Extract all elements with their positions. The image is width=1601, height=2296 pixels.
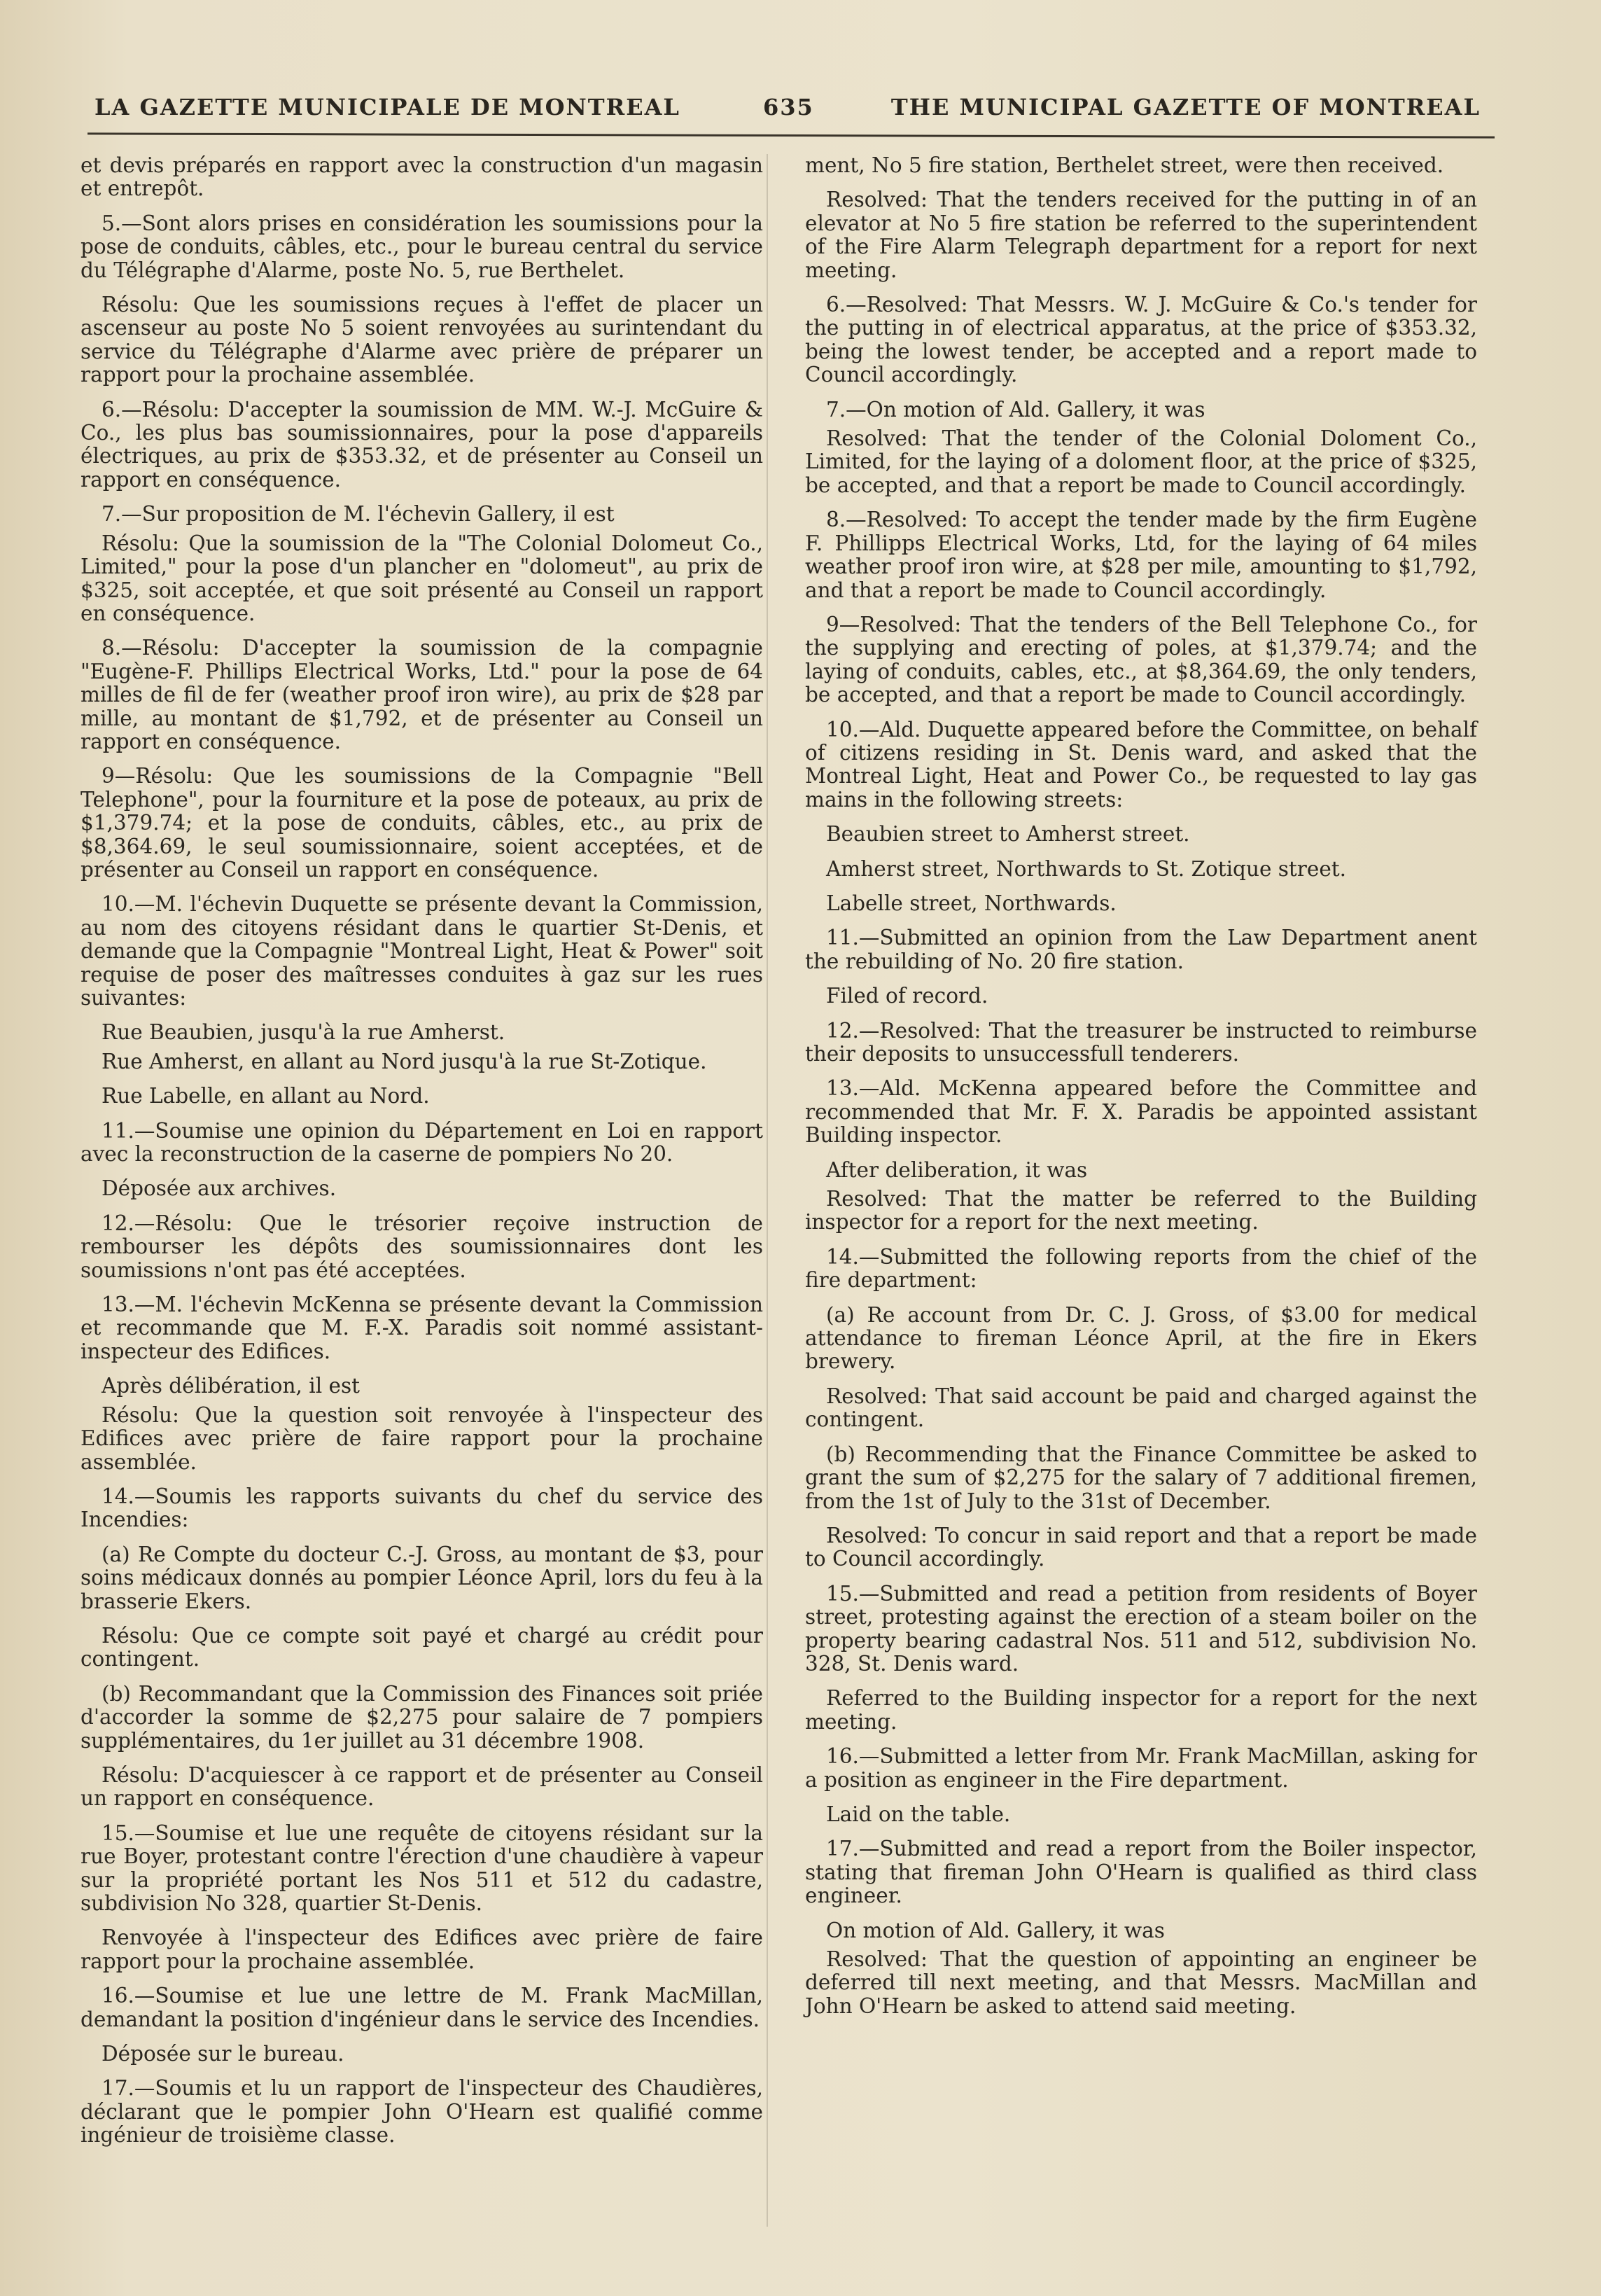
fr-paragraph: 15.—Soumise et lue une requête de citoyens résidant sur la rue Boyer, protestant contre l'érection d'une chaudière à vapeur sur la propriété portant les Nos 511 et 512 du cadastre, subdivision No 328, quartier St-Denis. <box>81 1821 763 1915</box>
en-paragraph: Laid on the table. <box>826 1802 1011 1826</box>
header-english-title: THE MUNICIPAL GAZETTE OF MONTREAL <box>890 94 1481 120</box>
en-paragraph: 6.—Resolved: That Messrs. W. J. McGuire & Co.'s tender for the putting in of electrical apparatus, at the price of $353.32, being the lowest tender, be accepted and a report made to Council accordingly. <box>805 293 1477 387</box>
fr-paragraph: 12.—Résolu: Que le trésorier reçoive instruction de rembourser les dépôts des soumissionnaires dont les soumissions n'ont pas été acceptées. <box>81 1211 763 1282</box>
fr-paragraph: Rue Labelle, en allant au Nord. <box>102 1084 430 1108</box>
en-paragraph: 8.—Resolved: To accept the tender made by the firm Eugène F. Phillipps Electrical Works, Ltd, for the laying of 64 miles weather proof iron wire, at $28 per mile, amounting to $1,792, and that a report be made to Council accordingly. <box>805 508 1477 602</box>
en-paragraph: On motion of Ald. Gallery, it was <box>826 1918 1165 1942</box>
en-paragraph: (b) Recommending that the Finance Committee be asked to grant the sum of $2,275 for the salary of 7 additional firemen, from the 1st of July to the 31st of December. <box>805 1442 1477 1513</box>
fr-paragraph: 11.—Soumise une opinion du Département en Loi en rapport avec la reconstruction de la caserne de pompiers No 20. <box>81 1118 763 1167</box>
fr-paragraph: Résolu: Que ce compte soit payé et chargé au crédit pour contingent. <box>81 1623 763 1671</box>
fr-paragraph: Déposée sur le bureau. <box>102 2042 344 2066</box>
fr-paragraph: Renvoyée à l'inspecteur des Edifices avec prière de faire rapport pour la prochaine assemblée. <box>81 1926 763 1973</box>
fr-paragraph: Déposée aux archives. <box>102 1176 337 1201</box>
page-header <box>88 91 1495 133</box>
page-number: 635 <box>763 94 814 120</box>
fr-paragraph: (a) Re Compte du docteur C.-J. Gross, au montant de $3, pour soins médicaux donnés au pompier Léonce April, lors du feu à la brasserie Ekers. <box>81 1542 763 1613</box>
fr-paragraph: 13.—M. l'échevin McKenna se présente devant la Commission et recommande que M. F.-X. Paradis soit nommé assistant-inspecteur des Edifices. <box>81 1293 763 1363</box>
fr-paragraph: 14.—Soumis les rapports suivants du chef du service des Incendies: <box>81 1484 763 1532</box>
en-paragraph: Resolved: That the tenders received for the putting in of an elevator at No 5 fire station be referred to the superintendent of the Fire Alarm Telegraph department for a report for next meeting. <box>805 188 1477 282</box>
en-paragraph: Filed of record. <box>826 984 988 1008</box>
fr-paragraph: Rue Beaubien, jusqu'à la rue Amherst. <box>102 1020 505 1045</box>
en-paragraph: 12.—Resolved: That the treasurer be instructed to reimburse their deposits to unsuccessfull tenderers. <box>805 1018 1477 1066</box>
english-column <box>805 154 1477 2029</box>
fr-paragraph: 16.—Soumise et lue une lettre de M. Frank MacMillan, demandant la position d'ingénieur dans le service des Incendies. <box>81 1984 763 2031</box>
en-paragraph: 11.—Submitted an opinion from the Law Department anent the rebuilding of No. 20 fire station. <box>805 926 1477 973</box>
fr-paragraph: 10.—M. l'échevin Duquette se présente devant la Commission, au nom des citoyens résidant dans le quartier St-Denis, et demande que la Compagnie "Montreal Light, Heat & Power" soit requise de poser des maîtresses conduites à gaz sur les rues suivantes: <box>81 892 763 1010</box>
header-french-title: LA GAZETTE MUNICIPALE DE MONTREAL <box>95 94 680 120</box>
en-paragraph: 14.—Submitted the following reports from the chief of the fire department: <box>805 1244 1477 1293</box>
fr-paragraph: 7.—Sur proposition de M. l'échevin Gallery, il est <box>102 502 615 527</box>
fr-paragraph: Rue Amherst, en allant au Nord jusqu'à la rue St-Zotique. <box>102 1049 707 1073</box>
en-paragraph: After deliberation, it was <box>826 1157 1088 1182</box>
en-paragraph: (a) Re account from Dr. C. J. Gross, of $3.00 for medical attendance to fireman Léonce April, at the fire in Ekers brewery. <box>805 1302 1477 1374</box>
fr-paragraph: Après délibération, il est <box>102 1374 361 1398</box>
en-paragraph: 9—Resolved: That the tenders of the Bell Telephone Co., for the supplying and erecting of poles, at $1,379.74; and the laying of conduits, cables, etc., at $8,364.69, the only tenders, be accepted, and that a report be made to Council accordingly. <box>805 612 1477 707</box>
fr-paragraph: 5.—Sont alors prises en considération les soumissions pour la pose de conduits, câbles, etc., pour le bureau central du service du Télégraphe d'Alarme, poste No. 5, rue Berthelet. <box>81 211 763 282</box>
en-paragraph: Amherst street, Northwards to St. Zotique street. <box>826 856 1347 881</box>
en-paragraph: Referred to the Building inspector for a report for the next meeting. <box>805 1686 1477 1734</box>
en-paragraph: 16.—Submitted a letter from Mr. Frank MacMillan, asking for a position as engineer in the Fire department. <box>805 1744 1477 1792</box>
en-paragraph: 7.—On motion of Ald. Gallery, it was <box>826 397 1205 422</box>
en-paragraph: Labelle street, Northwards. <box>826 891 1117 915</box>
en-paragraph: 13.—Ald. McKenna appeared before the Committee and recommended that Mr. F. X. Paradis be appointed assistant Building inspector. <box>805 1076 1477 1148</box>
fr-paragraph: Résolu: Que les soumissions reçues à l'effet de placer un ascenseur au poste No 5 soient renvoyées au surintendant du service du Télégraphe d'Alarme avec prière de préparer un rapport pour la prochaine assemblée. <box>81 293 763 387</box>
fr-paragraph: Résolu: D'acquiescer à ce rapport et de présenter au Conseil un rapport en conséquence. <box>81 1762 763 1811</box>
en-paragraph: Resolved: That said account be paid and charged against the contingent. <box>805 1384 1477 1432</box>
fr-paragraph: Résolu: Que la question soit renvoyée à l'inspecteur des Edifices avec prière de faire rapport pour la prochaine assemblée. <box>81 1403 763 1474</box>
column-gutter <box>767 154 768 2227</box>
en-paragraph: Resolved: That the question of appointing an engineer be deferred till next meeting, and that Messrs. MacMillan and John O'Hearn be asked to attend said meeting. <box>805 1947 1477 2018</box>
fr-paragraph: (b) Recommandant que la Commission des Finances soit priée d'accorder la somme de $2,275 pour salaire de 7 pompiers supplémentaires, du 1er juillet au 31 décembre 1908. <box>81 1681 763 1753</box>
en-paragraph: ment, No 5 fire station, Berthelet street, were then received. <box>805 153 1444 177</box>
fr-paragraph: 9—Résolu: Que les soumissions de la Compagnie "Bell Telephone", pour la fourniture et la pose de poteaux, au prix de $1,379.74; et la pose de conduits, câbles, etc., au prix de $8,364.69, le seul soumissionnaire, soient acceptées, et de présenter au Conseil un rapport en conséquence. <box>81 764 763 882</box>
fr-paragraph: 8.—Résolu: D'accepter la soumission de la compagnie "Eugène-F. Phillips Electrical Works, Ltd." pour la pose de 64 milles de fil de fer (weather proof iron wire), au prix de $28 par mille, au montant de $1,792, et de présenter au Conseil un rapport en conséquence. <box>81 636 763 753</box>
fr-paragraph: 6.—Résolu: D'accepter la soumission de MM. W.-J. McGuire & Co., les plus bas soumissionnaires, pour la pose d'appareils électriques, au prix de $353.32, et de présenter au Conseil un rapport en conséquence. <box>81 397 763 492</box>
fr-paragraph: et devis préparés en rapport avec la construction d'un magasin et entrepôt. <box>81 153 763 201</box>
en-paragraph: 10.—Ald. Duquette appeared before the Committee, on behalf of citizens residing in St. Denis ward, and asked that the Montreal Light, Heat and Power Co., be requested to lay gas mains in the following streets: <box>805 717 1477 812</box>
en-paragraph: 17.—Submitted and read a report from the Boiler inspector, stating that fireman John O'Hearn is qualified as third class engineer. <box>805 1837 1477 1908</box>
en-paragraph: 15.—Submitted and read a petition from residents of Boyer street, protesting against the erection of a steam boiler on the property bearing cadastral Nos. 511 and 512, subdivision No. 328, St. Denis ward. <box>805 1581 1477 1676</box>
en-paragraph: Resolved: To concur in said report and that a report be made to Council accordingly. <box>805 1523 1477 1571</box>
en-paragraph: Beaubien street to Amherst street. <box>826 822 1190 847</box>
en-paragraph: Resolved: That the tender of the Colonial Doloment Co., Limited, for the laying of a doloment floor, at the price of $325, be accepted, and that a report be made to Council accordingly. <box>805 426 1477 497</box>
fr-paragraph: Résolu: Que la soumission de la "The Colonial Dolomeut Co., Limited," pour la pose d'un plancher en "dolomeut", au prix de $325, soit acceptée, et que soit présenté au Conseil un rapport en conséquence. <box>81 531 763 625</box>
french-column <box>81 154 763 2159</box>
fr-paragraph: 17.—Soumis et lu un rapport de l'inspecteur des Chaudières, déclarant que le pompier John O'Hearn est qualifié comme ingénieur de troisième classe. <box>81 2076 763 2148</box>
en-paragraph: Resolved: That the matter be referred to the Building inspector for a report for the next meeting. <box>805 1187 1477 1234</box>
header-rule <box>88 132 1495 138</box>
